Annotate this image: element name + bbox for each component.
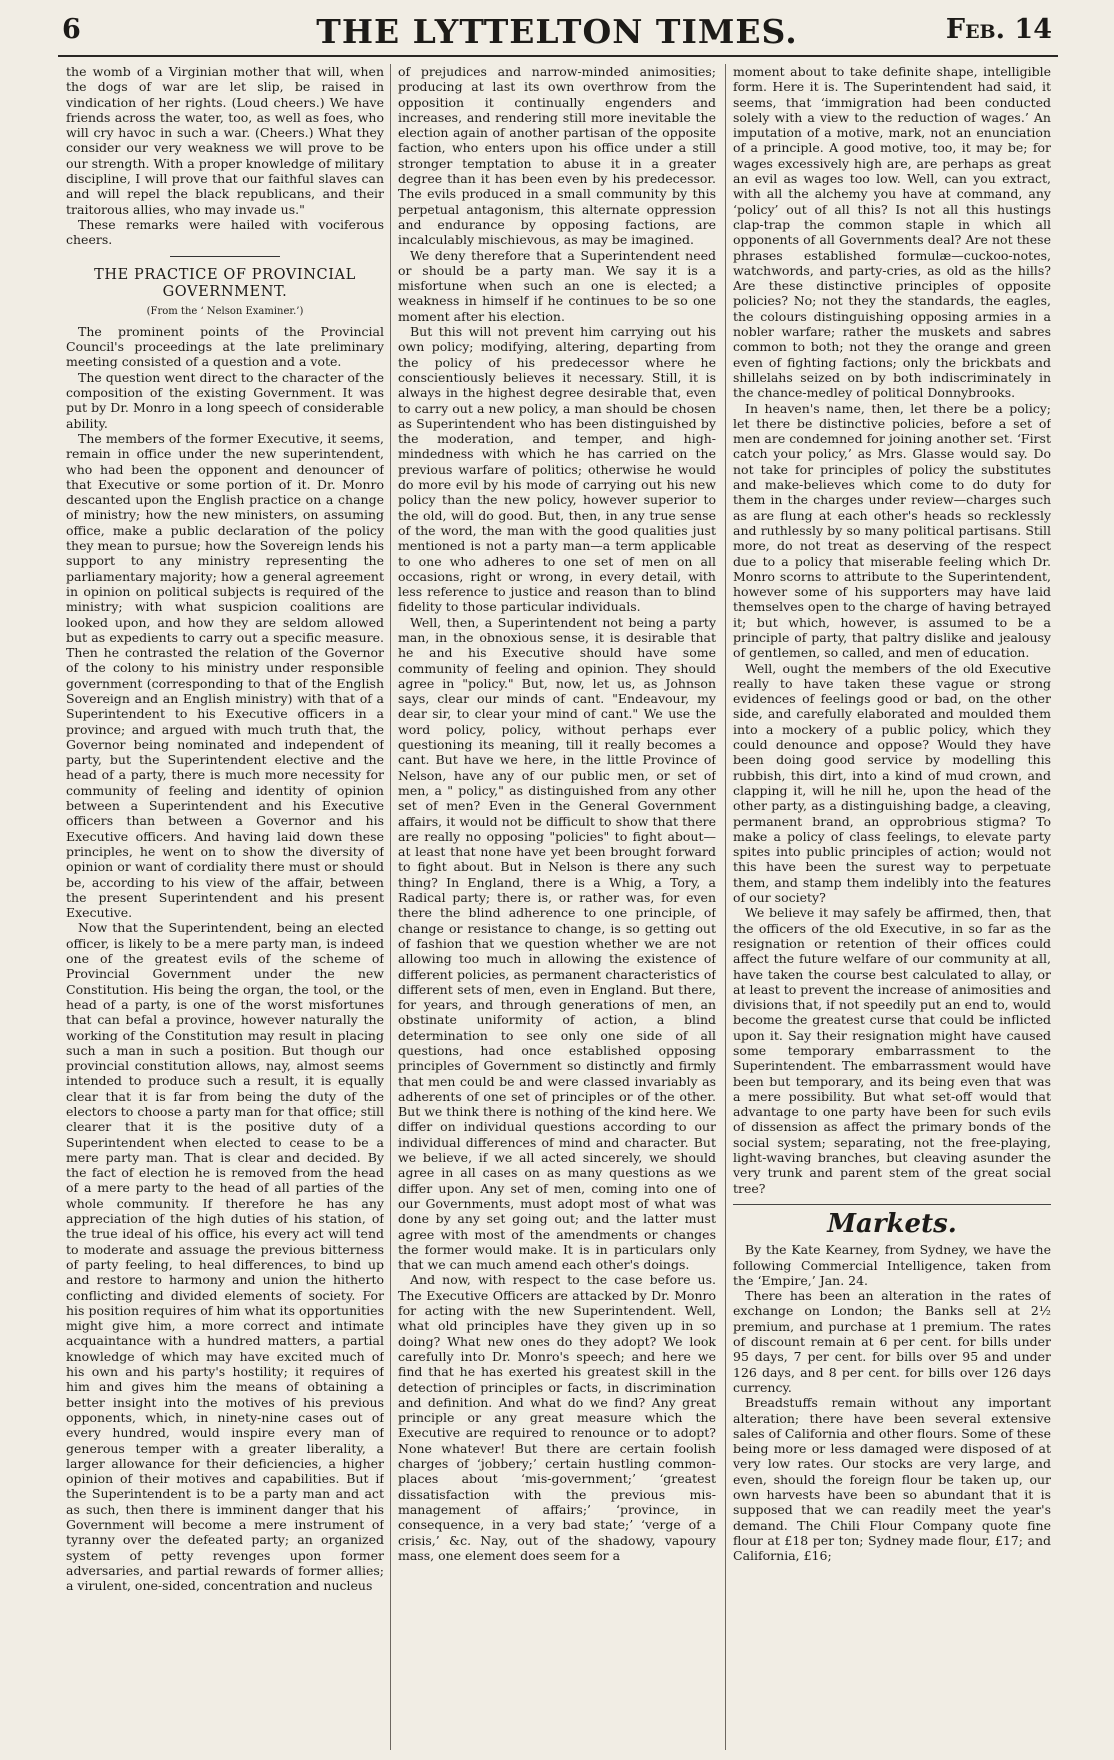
paragraph: There has been an alteration in the rates of exchange on London; the Banks sell at 2½ premium, and purchase at 1 premium. The rates of discount remain at 6 per cent. for bills under 95 days, 7 per cent. for bills over 95 and under 126 days, and 8 per cent. for bills over 126 days currency. xyxy=(733,1288,1051,1395)
issue-date: Feb. 14 xyxy=(945,14,1052,45)
paragraph: These remarks were hailed with vociferous cheers. xyxy=(66,216,384,248)
paragraph: The members of the former Executive, it seems, remain in office under the new superintendent, who had been the opponent and denouncer of that Executive or some portion of it. Dr. Monro descanted upon the English practice on a change of ministry; how the new ministers, on assuming office, make a public declaration of the policy they mean to pursue; how the Sovereign lends his support to any ministry representing the parliamentary majority; how a general agreement in opinion on political subjects is required of the ministry; with what suspicion coalitions are looked upon, and how they are seldom allowed but as expedients to carry out a specific measure. Then he contrasted the relation of the Governor of the colony to his ministry under responsible government (corresponding to that of the English Sovereign and an English ministry) with that of a Superintendent to his Executive officers in a province; and argued with much truth that, the Governor being nominated and independent of party, but the Superintendent elective and the head of a party, there is much more necessity for community of feeling and identity of opinion between a Superintendent and his Executive officers than between a Governor and his Executive officers. And having laid down these principles, he went on to show the diversity of opinion or want of cordiality there must or should be, according to his view of the affair, between the present Superintendent and his present Executive. xyxy=(66,430,384,921)
column-divider-1 xyxy=(390,64,391,1750)
masthead xyxy=(0,0,1114,50)
column-1 xyxy=(66,64,384,1752)
masthead-rule xyxy=(58,55,1058,57)
paragraph: But this will not prevent him carrying out his own policy; modifying, altering, departing from the policy of his predecessor where he conscientiously believes it necessary. Still, it is always in the highest degree desirable that, even to carry out a new policy, a man should be chosen as Superintendent who has been distinguished by the moderation, and temper, and high-mindedness with which he has carried on the previous warfare of politics; otherwise he would do more evil by his mode of carrying out his new policy than the new policy, however superior to the old, will do good. But, then, in any true sense of the word, the man with the good qualities just mentioned is not a party man—a term applicable to one who adheres to one set of men on all occasions, right or wrong, in every detail, with less reference to justice and reason than to blind fidelity to those particular individuals. xyxy=(398,324,716,615)
paragraph: And now, with respect to the case before us. The Executive Officers are attacked by Dr. Monro for acting with the new Superintendent. Well, what old principles have they given up in so doing? What new ones do they adopt? We look carefully into Dr. Monro's speech; and here we find that he has exerted his greatest skill in the detection of principles or facts, in discrimination and definition. And what do we find? Any great principle or any great measure which the Executive are required to renounce or to adopt? None whatever! But there are certain foolish charges of ‘jobbery;’ certain hustling common-places about ‘mis-government;’ ‘greatest dissatisfaction with the previous mis-management of affairs;’ ‘province, in consequence, in a very bad state;’ ‘verge of a crisis,’ &c. Nay, out of the shadowy, vapoury mass, one element does seem for a xyxy=(398,1272,716,1563)
page-number: 6 xyxy=(62,14,81,45)
column-divider-2 xyxy=(725,64,726,1750)
column-3 xyxy=(733,64,1051,1752)
paragraph: The question went direct to the character of the composition of the existing Government. It was put by Dr. Monro in a long speech of considerable ability. xyxy=(66,369,384,431)
paragraph: By the Kate Kearney, from Sydney, we have the following Commercial Intelligence, taken from the ‘Empire,’ Jan. 24. xyxy=(733,1242,1051,1288)
paragraph: Well, ought the members of the old Executive really to have taken these vague or strong evidences of feelings good or bad, on the other side, and carefully elaborated and moulded them into a mockery of a public policy, which they could denounce and oppose? Would they have been doing good service by modelling this rubbish, this dirt, into a kind of mud crown, and clapping it, will he nill he, upon the head of the other party, as a distinguishing badge, a cleaving, permanent brand, an opprobrious stigma? To make a policy of class feelings, to elevate party spites into public principles of action; would not this have been the surest way to perpetuate them, and stamp them indelibly into the features of our society? xyxy=(733,660,1051,906)
paragraph: Now that the Superintendent, being an elected officer, is likely to be a mere party man, is indeed one of the greatest evils of the scheme of Provincial Government under the new Constitution. His being the organ, the tool, or the head of a party, is one of the worst misfortunes that can befal a province, however naturally the working of the Constitution may result in placing such a man in such a position. But though our provincial constitution allows, nay, almost seems intended to produce such a result, it is equally clear that it is far from being the duty of the electors to choose a party man for that office; still clearer that it is the positive duty of a Superintendent when elected to cease to be a mere party man. That is clear and decided. By the fact of election he is removed from the head of a mere party to the head of all parties of the whole community. If therefore he has any appreciation of the high duties of his station, of the true ideal of his office, his every act will tend to moderate and assuage the previous bitterness of party feeling, to heal differences, to bind up and restore to harmony and union the hitherto conflicting and divided elements of society. For his position requires of him what its opportunities might give him, a more correct and intimate acquaintance with a hundred matters, a partial knowledge of which may have excited much of his own and his party's hostility; it requires of him and gives him the means of obtaining a better insight into the motives of his previous opponents, which, in ninety-nine cases out of every hundred, would inspire every man of generous temper with a greater liberality, a larger allowance for their deficiencies, a higher opinion of their motives and capabilities. But if the Superintendent is to be a party man and act as such, then there is imminent danger that his Government will become a mere instrument of tyranny over the defeated party; an organized system of petty revenges upon former adversaries, and partial rewards of former allies; a virulent, one-sided, concentration and nucleus xyxy=(66,920,384,1594)
separator-rule xyxy=(170,256,280,257)
article-title: THE PRACTICE OF PROVINCIAL GOVERNMENT. xyxy=(94,266,356,300)
paragraph: moment about to take definite shape, intelligible form. Here it is. The Superintendent had said, it seems, that ‘immigration had been conducted solely with a view to the reduction of wages.’ An imputation of a motive, mark, not an enunciation of a principle. A good motive, too, it may be; for wages excessively high are, are perhaps as great an evil as wages too low. Well, can you extract, with all the alchemy you have at command, any ‘policy’ out of all this? Is not all this hustings clap-trap the common staple in which all opponents of all Governments deal? Are not these phrases established formulæ—cuckoo-notes, watchwords, and party-cries, as old as the hills? Are these distinctive principles of opposite policies? No; not they the standards, the eagles, the colours distinguishing opposing armies in a nobler warfare; rather the muskets and sabres common to both; not they the orange and green even of fighting factions; only the brickbats and shillelahs seized on by both indiscriminately in the chance-medley of political Donnybrooks. xyxy=(733,64,1051,401)
newspaper-title: THE LYTTELTON TIMES. xyxy=(316,12,798,51)
paragraph: the womb of a Virginian mother that will, when the dogs of war are let slip, be raised in vindication of her rights. (Loud cheers.) We have friends across the water, too, as well as foes, who will cry havoc in such a war. (Cheers.) What they consider our very weakness we will prove to be our strength. With a proper knowledge of military discipline, I will prove that our faithful slaves can and will repel the black republicans, and their traitorous allies, who may invade us." xyxy=(66,64,384,217)
paragraph: Breadstuffs remain without any important alteration; there have been several extensive sales of California and other flours. Some of these being more or less damaged were disposed of at very low rates. Our stocks are very large, and even, should the foreign flour be taken up, our own harvests have been so abundant that it is supposed that we can readily meet the year's demand. The Chili Flour Company quote fine flour at £18 per ton; Sydney made flour, £17; and California, £16; xyxy=(733,1395,1051,1564)
paragraph: Well, then, a Superintendent not being a party man, in the obnoxious sense, it is desirable that he and his Executive should have some community of feeling and opinion. They should agree in "policy." But, now, let us, as Johnson says, clear our minds of cant. "Endeavour, my dear sir, to clear your mind of cant." We use the word policy, policy, without perhaps ever questioning its meaning, till it really becomes a cant. But have we here, in the little Province of Nelson, have any of our public men, or set of men, a " policy," as distinguished from any other set of men? Even in the General Government affairs, it would not be difficult to show that there are really no opposing "policies" to fight about—at least that none have yet been brought forward to fight about. But in Nelson is there any such thing? In England, there is a Whig, a Tory, a Radical party; there is, or rather was, for even there the blind adherence to one principle, of change or resistance to change, is so getting out of fashion that we question whether we are not allowing too much in allowing the existence of different policies, as permanent characteristics of different sets of men, even in England. But there, for years, and through generations of men, an obstinate uniformity of action, a blind determination to see only one side of all questions, had once established opposing principles of Government so distinctly and firmly that men could be and were classed invariably as adherents of one set of principles or of the other. But we think there is nothing of the kind here. We differ on individual questions according to our individual differences of mind and character. But we believe, if we all acted sincerely, we should agree in all cases on as many questions as we differ upon. Any set of men, coming into one of our Governments, must adopt most of what was done by any set going out; and the latter must agree with most of the amendments or changes the former would make. It is in particulars only that we can much amend each other's doings. xyxy=(398,614,716,1273)
paragraph: In heaven's name, then, let there be a policy; let there be distinctive policies, before a set of men are condemned for joining another set. ‘First catch your policy,’ as Mrs. Glasse would say. Do not take for principles of policy the substitutes and make-believes which come to do duty for them in the charges under review—charges such as are flung at each other's heads so recklessly and ruthlessly by so many political partisans. Still more, do not treat as deserving of the respect due to a policy that miserable feeling which Dr. Monro scorns to attribute to the Superintendent, however some of his supporters may have laid themselves open to the charge of having betrayed it; but which, however, is assumed to be a principle of party, that paltry dislike and jealousy of gentlemen, so called, and men of education. xyxy=(733,400,1051,661)
paragraph: We believe it may safely be affirmed, then, that the officers of the old Executive, in so far as the resignation or retention of their offices could affect the future welfare of our community at all, have taken the course best calculated to allay, or at least to prevent the increase of animosities and divisions that, if not speedily put an end to, would become the greatest curse that could be inflicted upon it. Say their resignation might have caused some temporary embarrassment to the Superintendent. The embarrassment would have been but temporary, and its being even that was a mere possibility. But what set-off would that advantage to one party have been for such evils of dissension as affect the primary bonds of the social system; separating, not the free-playing, light-waving branches, but cleaving asunder the very trunk and parent stem of the great social tree? xyxy=(733,905,1051,1196)
paragraph: of prejudices and narrow-minded animosities; producing at last its own overthrow from the opposition it continually engenders and increases, and rendering still more inevitable the election again of another partisan of the opposite faction, who enters upon his office under a still stronger temptation to abuse it in a greater degree than it has been even by his predecessor. The evils produced in a small community by this perpetual antagonism, this alternate oppression and endurance by opposing factions, are incalculably mischievous, as may be imagined. xyxy=(398,64,716,248)
paragraph: The prominent points of the Provincial Council's proceedings at the late preliminary meeting consisted of a question and a vote. xyxy=(66,323,384,370)
paragraph: We deny therefore that a Superintendent need or should be a party man. We say it is a misfortune when such an one is elected; a weakness in himself if he continues to be so one moment after his election. xyxy=(398,247,716,324)
article-source: (From the ‘ Nelson Examiner.’) xyxy=(146,305,304,317)
markets-heading: Markets. xyxy=(733,1204,1051,1232)
column-2 xyxy=(398,64,716,1752)
